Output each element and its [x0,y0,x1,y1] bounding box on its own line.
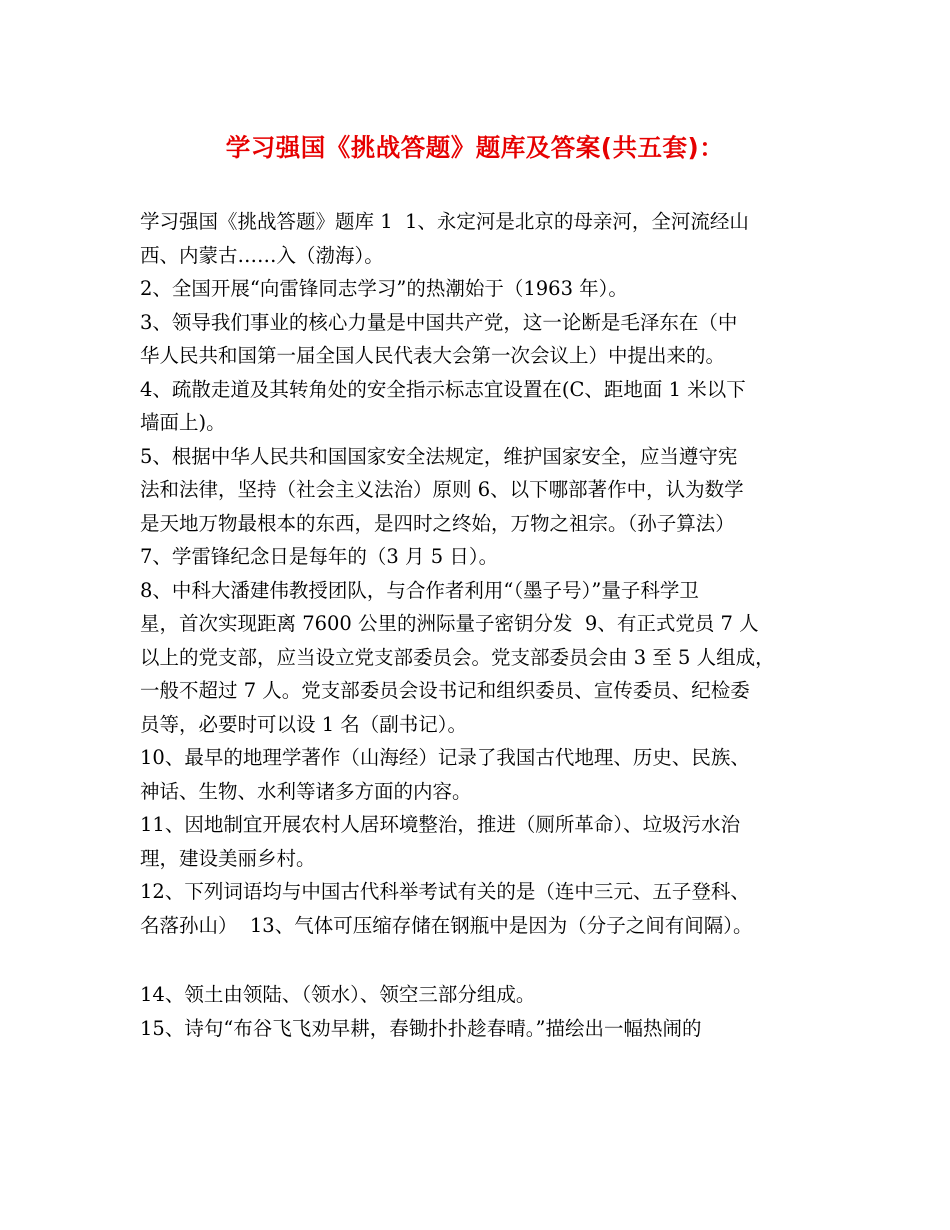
text-line: 以上的党支部，应当设立党支部委员会。党支部委员会由 3 至 5 人组成， [140,645,775,669]
text-line: 是天地万物最根本的东西，是四时之终始，万物之祖宗。（孙子算法） [140,511,735,535]
text-line: 4、疏散走道及其转角处的安全指示标志宜设置在(C、距地面 1 米以下 [140,377,746,401]
text-line: 5、根据中华人民共和国国家安全法规定，维护国家安全，应当遵守宪 [140,444,738,468]
blank-line [140,942,830,978]
text-line: 10、最早的地理学著作（山海经）记录了我国古代地理、历史、民族、 [140,746,750,769]
text-line: 西、内蒙古……入（渤海）。 [140,243,384,267]
text-line: 15、诗句“布谷飞飞劝早耕，春锄扑扑趁春晴。”描绘出一幅热闹的 [140,1016,702,1040]
text-line: 一般不超过 7 人。党支部委员会设书记和组织委员、宣传委员、纪检委 [140,679,750,702]
text-line: 学习强国《挑战答题》题库 1 1、永定河是北京的母亲河，全河流经山 [140,210,749,233]
text-line: 员等，必要时可以设 1 名（副书记）。 [140,712,468,736]
document-title: 学习强国《挑战答题》题库及答案(共五套)： [225,133,725,162]
text-line: 神话、生物、水利等诸多方面的内容。 [140,779,472,803]
text-line: 2、全国开展“向雷锋同志学习”的热潮始于（1963 年）。 [140,277,628,300]
text-line: 星，首次实现距离 7600 公里的洲际量子密钥分发 9、有正式党员 7 人 [140,612,759,635]
text-line: 法和法律，坚持（社会主义法治）原则 6、以下哪部著作中，认为数学 [140,478,744,501]
text-line: 墙面上)。 [140,411,226,434]
text-line: 7、学雷锋纪念日是每年的（3 月 5 日）。 [140,545,499,568]
text-line: 11、因地制宜开展农村人居环境整治，推进（厕所革命）、垃圾污水治 [140,813,741,836]
text-line: 14、领土由领陆、（领水）、领空三部分组成。 [140,983,536,1006]
text-line: 名落孙山） 13、气体可压缩存储在钢瓶中是因为（分子之间有间隔）。 [140,913,753,937]
text-line: 12、下列词语均与中国古代科举考试有关的是（连中三元、五子登科、 [140,880,750,903]
text-line: 理，建设美丽乡村。 [140,846,316,870]
text-line: 8、中科大潘建伟教授团队，与合作者利用“（墨子号）”量子科学卫 [140,578,699,602]
text-line: 华人民共和国第一届全国人民代表大会第一次会议上）中提出来的。 [140,344,726,367]
document-body [140,205,830,1045]
text-line: 3、领导我们事业的核心力量是中国共产党，这一论断是毛泽东在（中 [140,310,738,334]
